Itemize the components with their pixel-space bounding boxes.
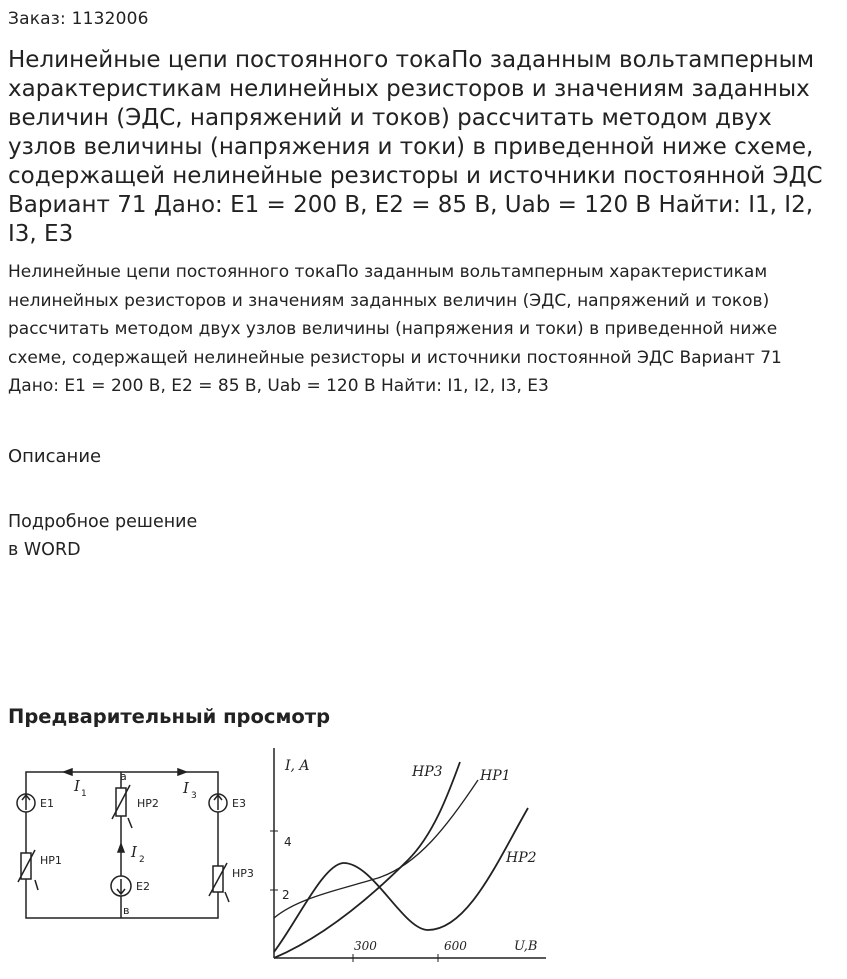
curve-hp2-label: HP2 [506,850,537,866]
y-axis-label: I, A [285,758,310,774]
circuit-labels [40,770,254,917]
description-label: Описание [8,446,102,467]
y-tick-4: 4 [284,835,292,849]
current-i3-sub: 3 [191,791,197,801]
solution-note [8,508,197,564]
current-i2-label: I [131,843,137,861]
curve-hp1-label: HP1 [480,768,511,784]
x-axis-label: U,B [514,939,538,954]
graph-labels [282,758,537,954]
solution-line-2: в WORD [8,540,81,560]
node-a-label: a [120,770,127,783]
x-tick-600: 600 [444,939,467,953]
resistor-hp2-label: HP2 [137,797,159,810]
source-e3-label: E3 [232,797,246,810]
current-i3-label: I [183,779,189,797]
circuit-diagram [17,769,229,918]
task-description: Нелинейные цепи постоянного токаПо заданным вольтамперным характеристикам нелинейных резисторов и значениям заданных величин (ЭДС, напряжений и токов) рассчитать методом двух узлов величины (напряжения и токи) в приведенной ниже схеме, содержащей нелинейные резисторы и источники постоянной ЭДС Вариант 71 Дано: E1 = 200 В, E2 = 85 В, Uab = 120 В Найти: I1, I2, I3, E3 [8,262,782,396]
curve-hp3-label: HP3 [412,764,443,780]
source-e2-label: E2 [136,880,150,893]
current-i1-label: I [74,777,80,795]
source-e1-label: E1 [40,797,54,810]
solution-line-1: Подробное решение [8,512,198,532]
y-tick-2: 2 [282,888,290,902]
page-title: Нелинейные цепи постоянного токаПо заданным вольтамперным характеристикам нелинейных резисторов и значениям заданных величин (ЭДС, напряжений и токов) рассчитать методом двух узлов величины (напряжения и токи) в приведенной ниже схеме, содержащей нелинейные резисторы и источники постоянной ЭДС Вариант 71 Дано: E1 = 200 В, E2 = 85 В, Uab = 120 В Найти: I1, I2, I3, E3 [8,47,823,247]
node-b-label: в [123,904,130,917]
current-i2-sub: 2 [139,855,145,865]
resistor-hp1-label: HP1 [40,854,62,867]
order-number: Заказ: 1132006 [8,9,149,29]
preview-image [8,740,548,965]
x-tick-300: 300 [354,939,377,953]
current-i1-sub: 1 [81,789,87,799]
preview-heading: Предварительный просмотр [8,705,331,728]
resistor-hp3-label: HP3 [232,867,254,880]
